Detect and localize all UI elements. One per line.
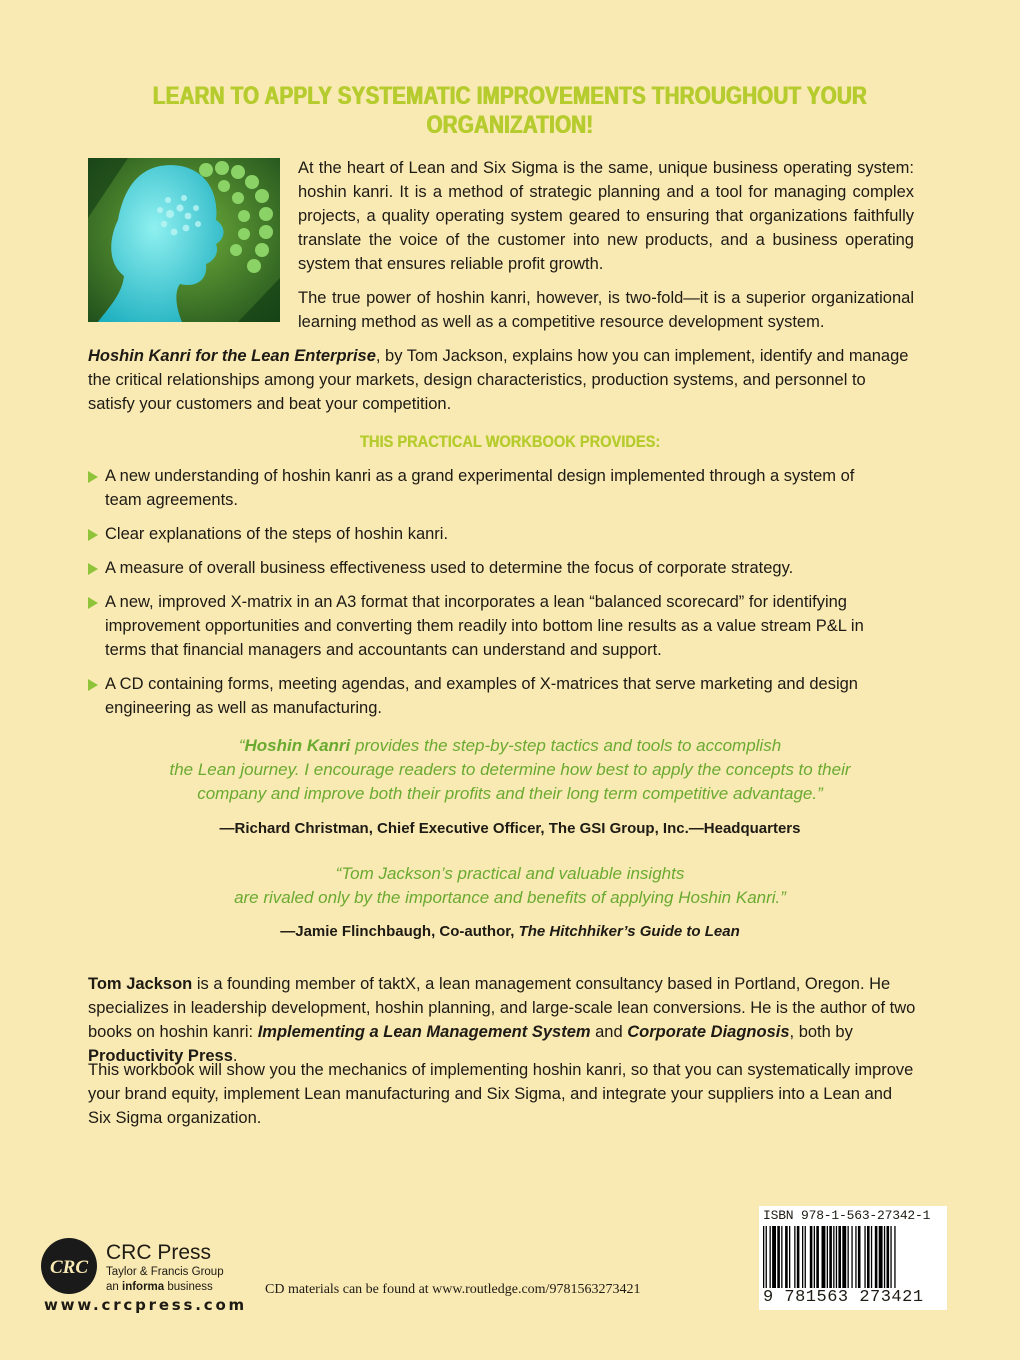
isbn-label: ISBN 978-1-563-27342-1 (763, 1208, 931, 1223)
intro-paragraph-2: The true power of hoshin kanri, however, is two-fold—it is a superior organizational learning method as well as a competitive resource development system. (298, 289, 914, 331)
bio-text: is a founding member of taktX, a lean management consultancy based in Portland, Oregon. He specializes in leadership development, hoshin planning, and large-scale lean conversions. He is the author of two books on hoshin kanri: (88, 975, 916, 1041)
bullet-arrow-icon (88, 597, 98, 609)
quote-attribution-christman: —Richard Christman, Chief Executive Officer, The GSI Group, Inc.—Headquarters (219, 820, 801, 837)
attribution-book-title: The Hitchhiker’s Guide to Lean (518, 923, 740, 940)
list-item-text: A measure of overall business effectiveness used to determine the focus of corporate strategy. (105, 559, 794, 577)
intro-paragraph-1: At the heart of Lean and Six Sigma is the same, unique business operating system: hoshin kanri. It is a method of strategic planning and a tool for managing complex projects, a quality operating system geared to ensuring that organizations faithfully translate the voice of the customer into new products, and a business operating system that ensures reliable profit growth. (298, 159, 914, 273)
bullet-arrow-icon (88, 679, 98, 691)
quote-christman (0, 734, 1020, 806)
quote-open-mark: “ (238, 736, 245, 755)
list-item (88, 590, 888, 662)
informa-prefix: an (106, 1281, 122, 1293)
workbook-heading: THIS PRACTICAL WORKBOOK PROVIDES: (359, 432, 661, 451)
author-bio (88, 972, 916, 1068)
quote-flinchbaugh (0, 862, 1020, 910)
bio-book-2: Corporate Diagnosis (627, 1023, 790, 1041)
intro-text (298, 156, 914, 344)
quote-line: are rivaled only by the importance and benefits of applying Hoshin Kanri.” (234, 888, 786, 907)
quote-line: company and improve both their profits and their long term competitive advantage.” (197, 784, 823, 803)
closing-text: This workbook will show you the mechanics of implementing hoshin kanri, so that you can systematically improve your brand equity, implement Lean manufacturing and Six Sigma, and integrate your suppliers into a Lean and Six Sigma organization. (88, 1061, 914, 1127)
cd-materials-note: CD materials can be found at www.routledge.com/9781563273421 (265, 1282, 641, 1297)
barcode-digits: 9 781563 273421 (763, 1288, 924, 1307)
crc-logo-mark: CRC (49, 1257, 89, 1278)
list-item-text: Clear explanations of the steps of hoshin kanri. (105, 525, 449, 543)
quote-attribution-flinchbaugh (0, 923, 1020, 940)
closing-paragraph (88, 1058, 916, 1130)
list-item-text: A new, improved X-matrix in an A3 format that incorporates a lean “balanced scorecard” for identifying improvement opportunities and converting them readily into bottom line results as a value stream P&L in terms that financial managers and accountants can understand and support. (105, 593, 864, 659)
list-item (88, 672, 888, 720)
bio-text: . (232, 1047, 238, 1065)
list-item-text: A CD containing forms, meeting agendas, and examples of X-matrices that serve marketing and design engineering as well as manufacturing. (105, 675, 858, 717)
cover-illustration (88, 158, 280, 322)
quote-bold-title: Hoshin Kanri (244, 736, 351, 755)
list-item (88, 556, 888, 580)
bio-text: and (590, 1023, 628, 1041)
author-name: Tom Jackson (88, 975, 193, 993)
isbn-barcode (759, 1206, 947, 1310)
publisher-informa (106, 1281, 213, 1293)
quote-line: “Tom Jackson’s practical and valuable insights (335, 864, 685, 883)
list-item (88, 464, 888, 512)
publisher-group: Taylor & Francis Group (106, 1266, 224, 1278)
headline: LEARN TO APPLY SYSTEMATIC IMPROVEMENTS THROUGHOUT YOUR ORGANIZATION! (152, 82, 868, 139)
bio-text: , both by (789, 1023, 853, 1041)
summary-paragraph (88, 344, 916, 416)
bullet-arrow-icon (88, 529, 98, 541)
bullet-arrow-icon (88, 563, 98, 575)
publisher-name: CRC Press (106, 1241, 212, 1264)
bio-publisher: Productivity Press (88, 1047, 233, 1065)
informa-word: informa (122, 1281, 165, 1293)
quote-line: provides the step-by-step tactics and tools to accomplish (350, 736, 782, 755)
list-item-text: A new understanding of hoshin kanri as a grand experimental design implemented through a system of team agreements. (105, 467, 855, 509)
list-item (88, 522, 888, 546)
book-title: Hoshin Kanri for the Lean Enterprise (88, 347, 376, 365)
barcode-bars (763, 1226, 941, 1288)
bullet-arrow-icon (88, 471, 98, 483)
summary-text: , by Tom Jackson, explains how you can implement, identify and manage the critical relationships among your markets, design characteristics, production systems, and personnel to satisfy your customers and beat your competition. (88, 347, 909, 413)
crc-logo-icon (40, 1237, 98, 1295)
feature-list (88, 464, 888, 730)
informa-suffix: business (164, 1281, 213, 1293)
bio-book-1: Implementing a Lean Management System (257, 1023, 591, 1041)
attribution-text: —Jamie Flinchbaugh, Co-author, (280, 923, 519, 940)
quote-line: the Lean journey. I encourage readers to determine how best to apply the concepts to their (169, 760, 851, 779)
publisher-url: www.crcpress.com (44, 1296, 247, 1314)
